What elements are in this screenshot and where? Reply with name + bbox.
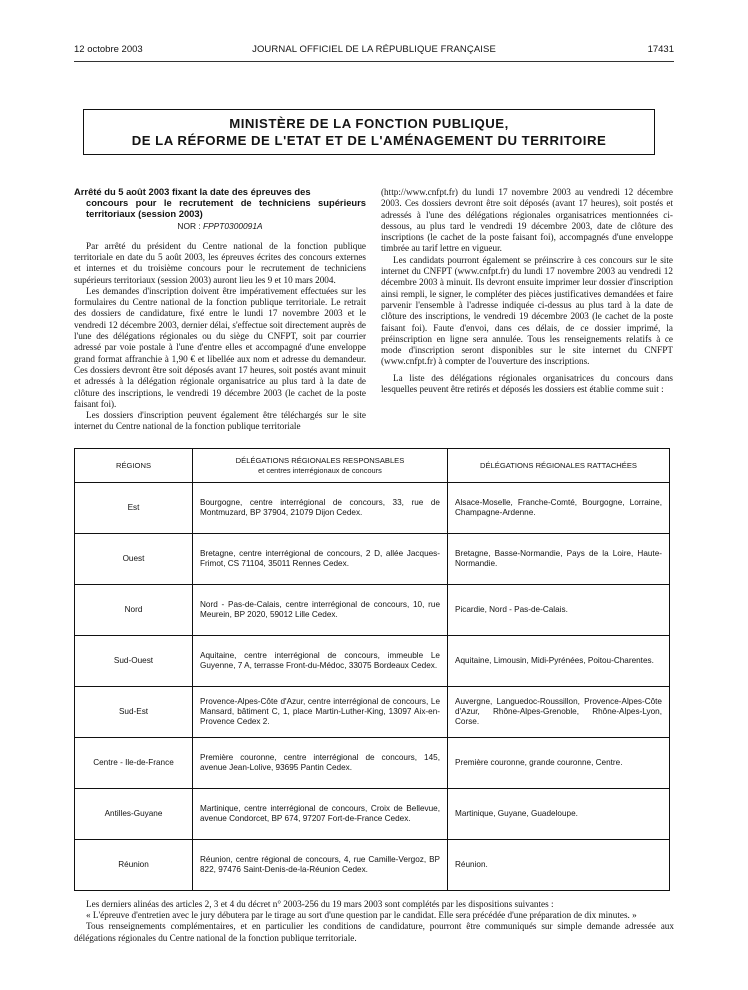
responsable-cell: Martinique, centre interrégional de concours, Croix de Bellevue, avenue Condorcet, BP 674, 97207 Fort-de-France Cedex. bbox=[193, 789, 448, 840]
nor-reference: NOR : FPPT0300091A bbox=[177, 221, 263, 232]
region-cell: Sud-Ouest bbox=[75, 636, 193, 687]
table-row bbox=[75, 585, 670, 636]
ministry-line-1: MINISTÈRE DE LA FONCTION PUBLIQUE, bbox=[229, 116, 509, 131]
responsable-cell: Réunion, centre régional de concours, 4, rue Camille-Vergoz, BP 822, 97476 Saint-Denis-de-la-Réunion Cedex. bbox=[193, 840, 448, 891]
paragraph: La liste des délégations régionales organisatrices du concours dans lesquelles peuvent être retirés et déposés les dossiers est établie comme suit : bbox=[381, 372, 673, 395]
region-cell: Centre - Ile-de-France bbox=[75, 738, 193, 789]
rattachees-cell: Aquitaine, Limousin, Midi-Pyrénées, Poitou-Charentes. bbox=[448, 636, 670, 687]
region-cell: Sud-Est bbox=[75, 687, 193, 738]
rattachees-cell: Bretagne, Basse-Normandie, Pays de la Loire, Haute-Normandie. bbox=[448, 534, 670, 585]
header-rule bbox=[74, 61, 674, 62]
delegations-table bbox=[74, 448, 670, 891]
table-row bbox=[75, 840, 670, 891]
nor-code: FPPT0300091A bbox=[202, 221, 263, 232]
rattachees-cell: Auvergne, Languedoc-Roussillon, Provence-Alpes-Côte d'Azur, Rhône-Alpes-Grenoble, Rhône-Alpes-Lyon, Corse. bbox=[448, 687, 670, 738]
page-number: 17431 bbox=[647, 44, 674, 55]
header-rattachees: DÉLÉGATIONS RÉGIONALES RATTACHÉES bbox=[448, 449, 670, 483]
responsable-cell: Nord - Pas-de-Calais, centre interrégional de concours, 10, rue Meurein, BP 2020, 59012 Lille Cedex. bbox=[193, 585, 448, 636]
paragraph: Les dossiers d'inscription peuvent également être téléchargés sur le site internet du Centre national de la fonction publique territoriale bbox=[74, 410, 366, 432]
responsable-cell: Bretagne, centre interrégional de concours, 2 D, allée Jacques-Frimot, CS 71104, 35011 Rennes Cedex. bbox=[193, 534, 448, 585]
table-row bbox=[75, 534, 670, 585]
responsable-cell: Provence-Alpes-Côte d'Azur, centre interrégional de concours, Le Mansard, bâtiment C, 1, place Martin-Luther-King, 13097 Aix-en-Provence Cedex 2. bbox=[193, 687, 448, 738]
paragraph: (http://www.cnfpt.fr) du lundi 17 novembre 2003 au vendredi 12 décembre 2003. Ces dossiers devront être soit déposés (avant 17 heures), soit postés et adressés à l'une des délégations régionales organisatrices mentionnées ci-dessous, au plus tard le vendredi 19 décembre 2003, date de clôture des inscriptions (le cachet de la poste faisant foi), accompagnés d'une enveloppe timbrée au tarif lettre en vigueur. bbox=[381, 187, 673, 254]
paragraph: Par arrêté du président du Centre national de la fonction publique territoriale en date du 5 août 2003, les épreuves écrites des concours externes et internes et du troisième concours pour le recrutement de techniciens supérieurs territoriaux (session 2003) auront lieu les 9 et 10 mars 2004. bbox=[74, 240, 366, 285]
region-cell: Nord bbox=[75, 585, 193, 636]
responsable-cell: Aquitaine, centre interrégional de concours, immeuble Le Guyenne, 7 A, terrasse Front-du-Médoc, 33075 Bordeaux Cedex. bbox=[193, 636, 448, 687]
region-cell: Est bbox=[75, 483, 193, 534]
ministry-box bbox=[83, 109, 655, 155]
article-title: Arrêté du 5 août 2003 fixant la date des épreuves des concours pour le recrutement de techniciens supérieurs territoriaux (session 2003) bbox=[74, 186, 366, 219]
paragraph: Les candidats pourront également se préinscrire à ces concours sur le site internet du CNFPT (www.cnfpt.fr) du lundi 17 novembre 2003 au vendredi 12 décembre 2003 à minuit. Ils devront ensuite imprimer leur dossier d'inscription ainsi rempli, le signer, le compléter des pièces justificatives demandées et faire parvenir l'ensemble à l'adresse indiquée ci-dessus au plus tard à la date de clôture des inscriptions, le vendredi 19 décembre 2003 (le cachet de la poste faisant foi). Faute d'envoi, dans ces délais, de ce dossier imprimé, la préinscription en ligne sera annulée. Tous les renseignements relatifs à ce mode d'inscription seront disponibles sur le site internet du CNFPT (www.cnfpt.fr) à compter de l'ouverture des inscriptions. bbox=[381, 254, 673, 367]
closing-text bbox=[74, 899, 674, 944]
paragraph: « L'épreuve d'entretien avec le jury débutera par le tirage au sort d'une question par le candidat. Elle sera précédée d'une préparation de dix minutes. » bbox=[86, 910, 637, 921]
table-row bbox=[75, 483, 670, 534]
page-header bbox=[74, 44, 674, 60]
responsable-cell: Bourgogne, centre interrégional de concours, 33, rue de Montmuzard, BP 37904, 21079 Dijon Cedex. bbox=[193, 483, 448, 534]
header-regions: RÉGIONS bbox=[75, 449, 193, 483]
rattachees-cell: Réunion. bbox=[448, 840, 670, 891]
article-left-column bbox=[74, 187, 366, 433]
ministry-line-2: DE LA RÉFORME DE L'ETAT ET DE L'AMÉNAGEMENT DU TERRITOIRE bbox=[131, 133, 607, 148]
journal-title: JOURNAL OFFICIEL DE LA RÉPUBLIQUE FRANÇAISE bbox=[252, 44, 496, 55]
rattachees-cell: Picardie, Nord - Pas-de-Calais. bbox=[448, 585, 670, 636]
paragraph: Les demandes d'inscription doivent être impérativement effectuées sur les formulaires du Centre national de la fonction publique territoriale. Le retrait des dossiers de candidature, fixé entre le lundi 17 novembre 2003 et le vendredi 12 décembre 2003, dernier délai, s'effectue soit directement auprès de l'une des délégations régionales ou du siège du CNFPT, soit par courrier adressé par voie postale à l'une d'entre elles et accompagné d'une enveloppe grand format affranchie à 1,90 € et libellée aux nom et adresse du demandeur. Ces dossiers devront être soit déposés avant 17 heures, soit postés avant minuit et adressés à la délégation régionale organisatrice au plus tard à la date de clôture des inscriptions, le vendredi 19 décembre 2003 (le cachet de la poste faisant foi). bbox=[74, 285, 366, 409]
paragraph: Les derniers alinéas des articles 2, 3 et 4 du décret n° 2003-256 du 19 mars 2003 sont complétés par les dispositions suivantes : bbox=[86, 899, 554, 909]
region-cell: Antilles-Guyane bbox=[75, 789, 193, 840]
rattachees-cell: Alsace-Moselle, Franche-Comté, Bourgogne, Lorraine, Champagne-Ardenne. bbox=[448, 483, 670, 534]
rattachees-cell: Martinique, Guyane, Guadeloupe. bbox=[448, 789, 670, 840]
paragraph: Tous renseignements complémentaires, et en particulier les conditions de candidature, pourront être communiqués sur simple demande adressée aux délégations régionales du Centre national de la fonction publique territoriale. bbox=[74, 921, 674, 943]
region-cell: Ouest bbox=[75, 534, 193, 585]
article-right-column bbox=[381, 187, 673, 395]
region-cell: Réunion bbox=[75, 840, 193, 891]
issue-date: 12 octobre 2003 bbox=[74, 44, 143, 55]
rattachees-cell: Première couronne, grande couronne, Centre. bbox=[448, 738, 670, 789]
responsable-cell: Première couronne, centre interrégional de concours, 145, avenue Jean-Lolive, 93695 Pantin Cedex. bbox=[193, 738, 448, 789]
header-responsables: DÉLÉGATIONS RÉGIONALES RESPONSABLES et centres interrégionaux de concours bbox=[193, 449, 448, 483]
table-row bbox=[75, 636, 670, 687]
table-row bbox=[75, 789, 670, 840]
table-row bbox=[75, 738, 670, 789]
table-header-row bbox=[75, 449, 670, 483]
table-row bbox=[75, 687, 670, 738]
